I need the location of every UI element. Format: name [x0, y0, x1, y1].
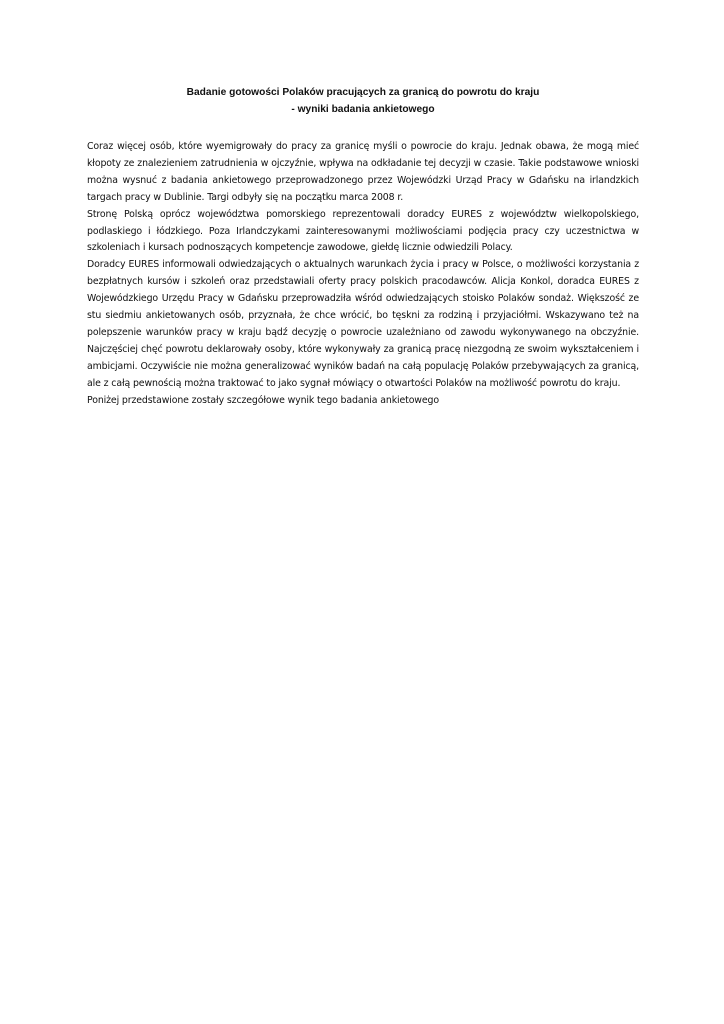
paragraph-representatives: Stronę Polską oprócz województwa pomorskiego reprezentowali doradcy EURES z województw wielkopolskiego, podlaskiego i łódzkiego. Poza Irlandczykami zainteresowanymi możliwościami podjęcia pracy czy uczestnictwa w szkoleniach i kursach podnoszących kompetencje zawodowe, giełdę licznie odwiedzili Polacy. — [87, 208, 639, 254]
document-body — [87, 139, 639, 410]
title-line-2: - wyniki badania ankietowego — [291, 104, 435, 115]
paragraph-intro: Coraz więcej osób, które wyemigrowały do pracy za granicę myśli o powrocie do kraju. Jednak obawa, że mogą mieć kłopoty ze znalezieniem zatrudnienia w ojczyźnie, wpływa na odkładanie tej decyzji w czasie. Takie podstawowe wnioski można wysnuć z badania ankietowego przeprowadzonego przez Wojewódzki Urząd Pracy w Gdańsku na irlandzkich targach pracy w Dublinie. Targi odbyły się na początku marca 2008 r. — [87, 141, 639, 203]
paragraph-results-note: Poniżej przedstawione zostały szczegółowe wynik tego badania ankietowego — [87, 394, 439, 406]
title-line-1: Badanie gotowości Polaków pracujących za granicą do powrotu do kraju — [186, 87, 540, 98]
document-page — [87, 84, 639, 410]
paragraph-eures-survey: Doradcy EURES informowali odwiedzających o aktualnych warunkach życia i pracy w Polsce, o możliwości korzystania z bezpłatnych kursów i szkoleń oraz przedstawiali oferty pracy polskich pracodawców. Alicja Konkol, doradca EURES z Wojewódzkiego Urzędu Pracy w Gdańsku przeprowadziła wśród odwiedzających stoisko Polaków sondaż. Większość ze stu siedmiu ankietowanych osób, przyznała, że chce wrócić, bo tęskni za rodziną i przyjaciółmi. Wskazywano też na polepszenie warunków pracy w kraju bądź decyzję o powrocie uzależniano od zawodu wykonywanego na obczyźnie. Najczęściej chęć powrotu deklarowały osoby, które wykonywały za granicą pracę niezgodną ze swoim wykształceniem i ambicjami. Oczywiście nie można generalizować wyników badań na całą populację Polaków przebywających za granicą, ale z całą pewnością można traktować to jako sygnał mówiący o otwartości Polaków na możliwość powrotu do kraju. — [87, 259, 639, 389]
document-title — [87, 84, 639, 118]
